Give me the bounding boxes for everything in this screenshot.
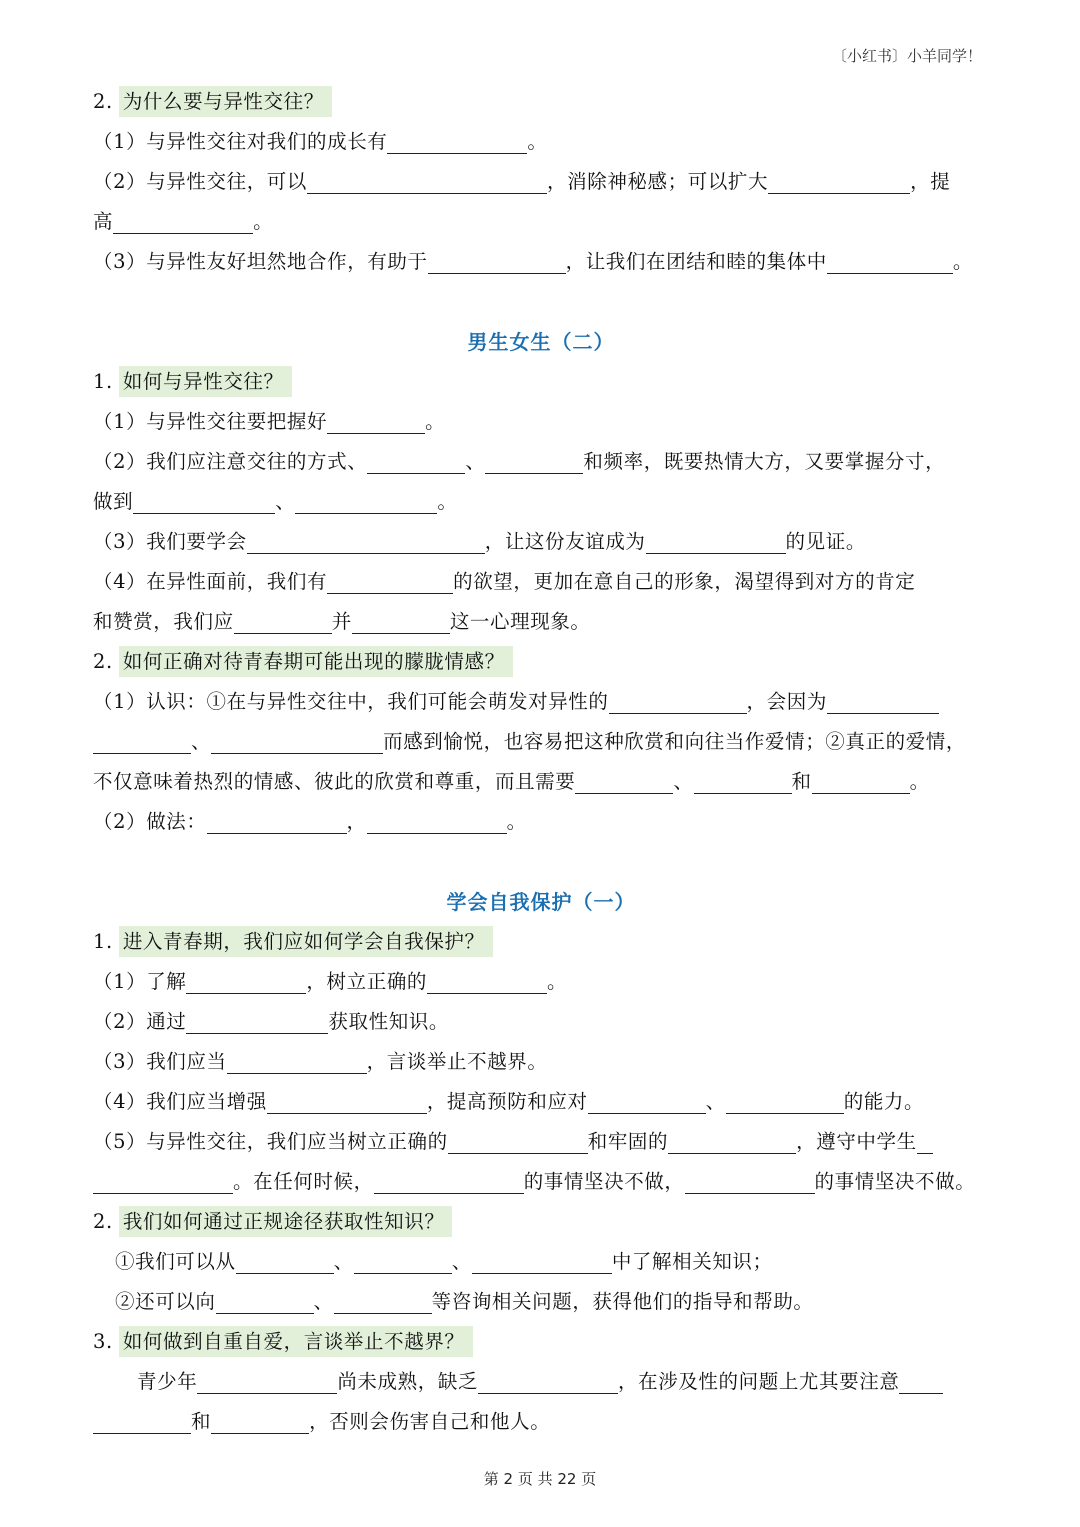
line-text: ①我们可以从 [115,1250,236,1273]
line-text: 、 [313,1290,334,1313]
section-title-boys-girls-2: 男生女生（二） [467,330,615,354]
line-text: ，遵守中学生 [796,1130,917,1153]
answer-line [93,482,989,522]
fill-blank[interactable] [448,1129,588,1154]
line-text: 。 [506,810,527,833]
answer-line [93,562,989,602]
fill-blank[interactable] [899,1369,943,1394]
line-text: 而感到愉悦，也容易把这种欣赏和向往当作爱情；②真正的爱情， [383,730,967,753]
line-text: 并 [331,610,352,633]
answer-line [93,1082,989,1122]
question-2-why-interact [93,82,989,122]
section-title-self-protection-1: 学会自我保护（一） [446,890,636,914]
fill-blank[interactable] [827,689,939,714]
fill-blank[interactable] [247,529,485,554]
line-text: （3）我们应当 [93,1050,227,1073]
fill-blank[interactable] [354,1249,452,1274]
line-text: 这一心理现象。 [449,610,591,633]
line-text: 。 [253,210,274,233]
line-text: （1）与异性交往要把握好 [93,410,328,433]
fill-blank[interactable] [211,1409,309,1434]
line-text: 的欲望，更加在意自己的形象，渴望得到对方的肯定 [453,570,916,593]
answer-line [93,522,989,562]
fill-blank[interactable] [485,449,583,474]
question-number: 2. [93,90,113,113]
answer-line [93,162,989,202]
fill-blank[interactable] [93,729,191,754]
line-text: ，消除神秘感；可以扩大 [547,170,769,193]
answer-line [93,722,989,762]
line-text: ，提高预防和应对 [426,1090,588,1113]
line-text: ，否则会伤害自己和他人。 [309,1410,551,1433]
question-1-how-interact [93,362,989,402]
line-text: 、 [333,1250,354,1273]
question-text-highlight: 为什么要与异性交往？ [119,86,332,117]
line-text: 。 [527,130,548,153]
answer-line [93,202,989,242]
line-text: （2）与异性交往，可以 [93,170,308,193]
line-text: 的见证。 [785,530,866,553]
line-text: 等咨询相关问题，获得他们的指导和帮助。 [431,1290,814,1313]
line-text: 和牢固的 [587,1130,669,1153]
line-text: （5）与异性交往，我们应当树立正确的 [93,1130,448,1153]
fill-blank[interactable] [812,769,910,794]
fill-blank[interactable] [216,1289,314,1314]
line-text: （3）我们要学会 [93,530,247,553]
line-text: ，让这份友谊成为 [484,530,646,553]
line-text: （2）通过 [93,1010,187,1033]
answer-line [93,402,989,442]
line-text: 。 [425,410,446,433]
answer-line [93,1362,989,1402]
fill-blank[interactable] [827,249,953,274]
fill-blank[interactable] [211,729,383,754]
line-text: 获取性知识。 [328,1010,450,1033]
line-text: 不仅意味着热烈的情感、彼此的欣赏和尊重，而且需要 [93,770,576,793]
line-text: 、 [673,770,694,793]
line-text: ，树立正确的 [306,970,428,993]
question-number: 2. [93,1210,113,1233]
answer-line [93,1122,989,1162]
fill-blank[interactable] [295,489,437,514]
question-text-highlight: 我们如何通过正规途径获取性知识？ [119,1206,453,1237]
line-text: 的事情坚决不做， [523,1170,685,1193]
fill-blank[interactable] [609,689,747,714]
page-number-footer: 第 2 页 共 22 页 [483,1470,597,1488]
line-text: 。 [547,970,568,993]
fill-blank[interactable] [726,1089,844,1114]
line-text: 。 [437,490,458,513]
line-text: 、 [191,730,212,753]
line-text: 。在任何时候， [233,1170,374,1193]
question-2-formal-channels [93,1202,989,1242]
fill-blank[interactable] [694,769,792,794]
answer-line [93,762,989,802]
fill-blank[interactable] [472,1249,612,1274]
question-text-highlight: 如何正确对待青春期可能出现的朦胧情感？ [119,646,513,677]
fill-blank[interactable] [307,169,547,194]
fill-blank[interactable] [352,609,450,634]
fill-blank[interactable] [917,1129,933,1154]
fill-blank[interactable] [768,169,910,194]
fill-blank[interactable] [93,1409,191,1434]
line-text: 和赞赏，我们应 [93,610,234,633]
line-text: （1）与异性交往对我们的成长有 [93,130,388,153]
answer-line [93,242,989,282]
question-number: 3. [93,1330,113,1353]
line-text: ， [346,810,367,833]
line-text: （4）我们应当增强 [93,1090,267,1113]
fill-blank[interactable] [133,489,275,514]
question-1-self-protection [93,922,989,962]
fill-blank[interactable] [227,1049,367,1074]
answer-line [93,1242,989,1282]
fill-blank[interactable] [428,249,566,274]
fill-blank[interactable] [387,129,527,154]
fill-blank[interactable] [327,569,453,594]
fill-blank[interactable] [186,969,306,994]
question-number: 1. [93,370,113,393]
line-text: 中了解相关知识； [611,1250,773,1273]
answer-line [93,122,989,162]
fill-blank[interactable] [478,1369,618,1394]
line-text: 尚未成熟，缺乏 [337,1370,479,1393]
line-text: 、 [465,450,486,473]
line-text: （1）了解 [93,970,187,993]
fill-blank[interactable] [267,1089,427,1114]
answer-line [93,1002,989,1042]
line-text: 、 [705,1090,726,1113]
line-text: 的事情坚决不做。 [814,1170,976,1193]
line-text: （2）我们应注意交往的方式、 [93,450,368,473]
line-text: 。 [952,250,974,273]
fill-blank[interactable] [113,209,253,234]
line-text: 的能力。 [843,1090,925,1113]
fill-blank[interactable] [197,1369,337,1394]
fill-blank[interactable] [236,1249,334,1274]
line-text: ，让我们在团结和睦的集体中 [565,250,827,273]
fill-blank[interactable] [427,969,547,994]
line-text: ，提 [910,170,951,193]
answer-line [93,1402,989,1442]
line-text: ，在涉及性的问题上尤其要注意 [618,1370,900,1393]
worksheet-content [93,82,989,1442]
watermark-label: 〔小红书〕小羊同学！ [831,47,982,65]
question-number: 1. [93,930,113,953]
fill-blank[interactable] [685,1169,815,1194]
line-text: （3）与异性友好坦然地合作，有助于 [93,250,428,273]
line-text: 、 [451,1250,472,1273]
answer-line [93,1042,989,1082]
line-text: （1）认识：①在与异性交往中，我们可能会萌发对异性的 [93,690,609,713]
fill-blank[interactable] [575,769,673,794]
line-text: 和 [191,1410,212,1433]
fill-blank[interactable] [207,809,347,834]
fill-blank[interactable] [367,809,507,834]
line-text: 做到 [93,490,134,513]
line-text: ，言谈举止不越界。 [366,1050,548,1073]
line-text: ②还可以向 [115,1290,216,1313]
line-text: 青少年 [137,1370,198,1393]
line-text: （4）在异性面前，我们有 [93,570,328,593]
answer-line [93,442,989,482]
fill-blank[interactable] [374,1169,524,1194]
fill-blank[interactable] [234,609,332,634]
line-text: 和频率，既要热情大方，又要掌握分寸， [583,450,946,473]
answer-line [93,682,989,722]
fill-blank[interactable] [588,1089,706,1114]
line-text: 、 [275,490,296,513]
answer-line [93,1162,989,1202]
fill-blank[interactable] [327,409,425,434]
line-text: 和 [791,770,812,793]
question-3-self-respect [93,1322,989,1362]
question-text-highlight: 如何做到自重自爱，言谈举止不越界？ [119,1326,473,1357]
fill-blank[interactable] [334,1289,432,1314]
question-2-hazy-feelings [93,642,989,682]
answer-line [93,962,989,1002]
question-text-highlight: 进入青春期，我们应如何学会自我保护？ [119,926,493,957]
answer-line [93,602,989,642]
answer-line [93,1282,989,1322]
line-text: （2）做法： [93,810,207,833]
fill-blank[interactable] [186,1009,328,1034]
question-text-highlight: 如何与异性交往？ [119,366,292,397]
fill-blank[interactable] [668,1129,796,1154]
fill-blank[interactable] [646,529,786,554]
line-text: ，会因为 [746,690,827,713]
fill-blank[interactable] [93,1169,233,1194]
line-text: 。 [909,770,930,793]
answer-line [93,802,989,842]
question-number: 2. [93,650,113,673]
fill-blank[interactable] [367,449,465,474]
line-text: 高 [93,210,114,233]
